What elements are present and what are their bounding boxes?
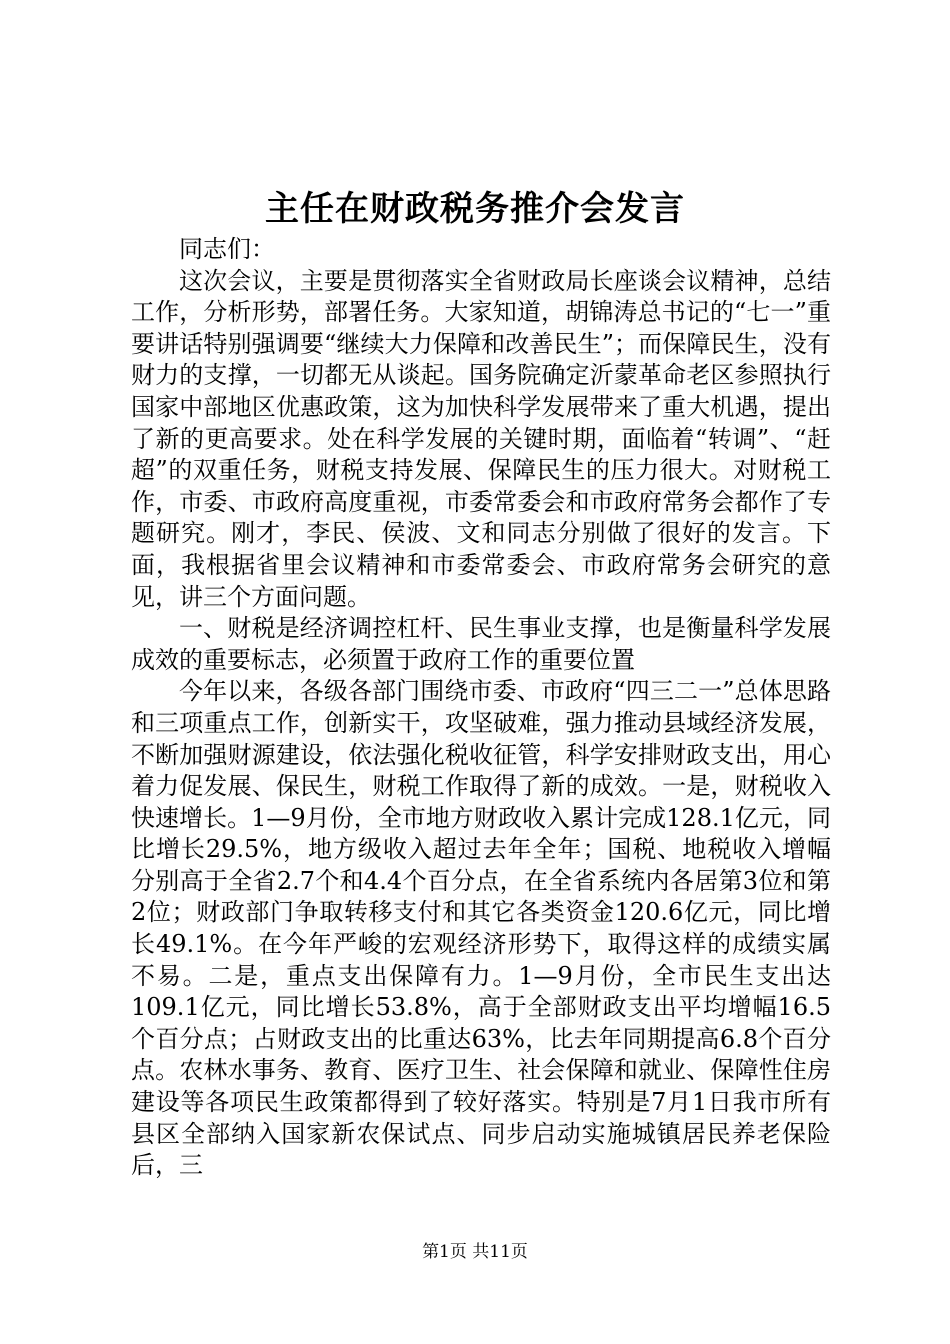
body-paragraph: 今年以来，各级各部门围绕市委、市政府“四三二一”总体思路和三项重点工作，创新实干，攻坚破难，强力推动县域经济发展，不断加强财源建设，依法强化税收征管，科学安排财政支出，用心着力促发展、保民生，财税工作取得了新的成效。一是，财税收入快速增长。1—9月份，全市地方财政收入累计完成128.1亿元，同比增长29.5%，地方级收入超过去年全年；国税、地税收入增幅分别高于全省2.7个和4.4个百分点，在全省系统内各居第3位和第2位；财政部门争取转移支付和其它各类资金120.6亿元，同比增长49.1%。在今年严峻的宏观经济形势下，取得这样的成绩实属不易。二是，重点支出保障有力。1—9月份，全市民生支出达109.1亿元，同比增长53.8%，高于全部财政支出平均增幅16.5个百分点；占财政支出的比重达63%，比去年同期提高6.8个百分点。农林水事务、教育、医疗卫生、社会保障和就业、保障性住房建设等各项民生政策都得到了较好落实。特别是7月1日我市所有县区全部纳入国家新农保试点、同步启动实施城镇居民养老保险后，三 [131,677,831,1180]
section-heading-paragraph: 一、财税是经济调控杠杆、民生事业支撑，也是衡量科学发展成效的重要标志，必须置于政府工作的重要位置 [131,614,831,674]
document-body [131,234,831,1182]
salutation-paragraph: 同志们： [179,235,275,263]
body-paragraph: 这次会议，主要是贯彻落实全省财政局长座谈会议精神，总结工作，分析形势，部署任务。大家知道，胡锦涛总书记的“七一”重要讲话特别强调要“继续大力保障和改善民生”；而保障民生，没有财力的支撑，一切都无从谈起。国务院确定沂蒙革命老区参照执行国家中部地区优惠政策，这为加快科学发展带来了重大机遇，提出了新的更高要求。处在科学发展的关键时期，面临着“转调”、“赶超”的双重任务，财税支持发展、保障民生的压力很大。对财税工作，市委、市政府高度重视，市委常委会和市政府常务会都作了专题研究。刚才，李民、侯波、文和同志分别做了很好的发言。下面，我根据省里会议精神和市委常委会、市政府常务会研究的意见，讲三个方面问题。 [131,266,831,611]
document-title: 主任在财政税务推介会发言 [265,189,685,229]
page-footer: 第1页 共11页 [422,1242,528,1262]
